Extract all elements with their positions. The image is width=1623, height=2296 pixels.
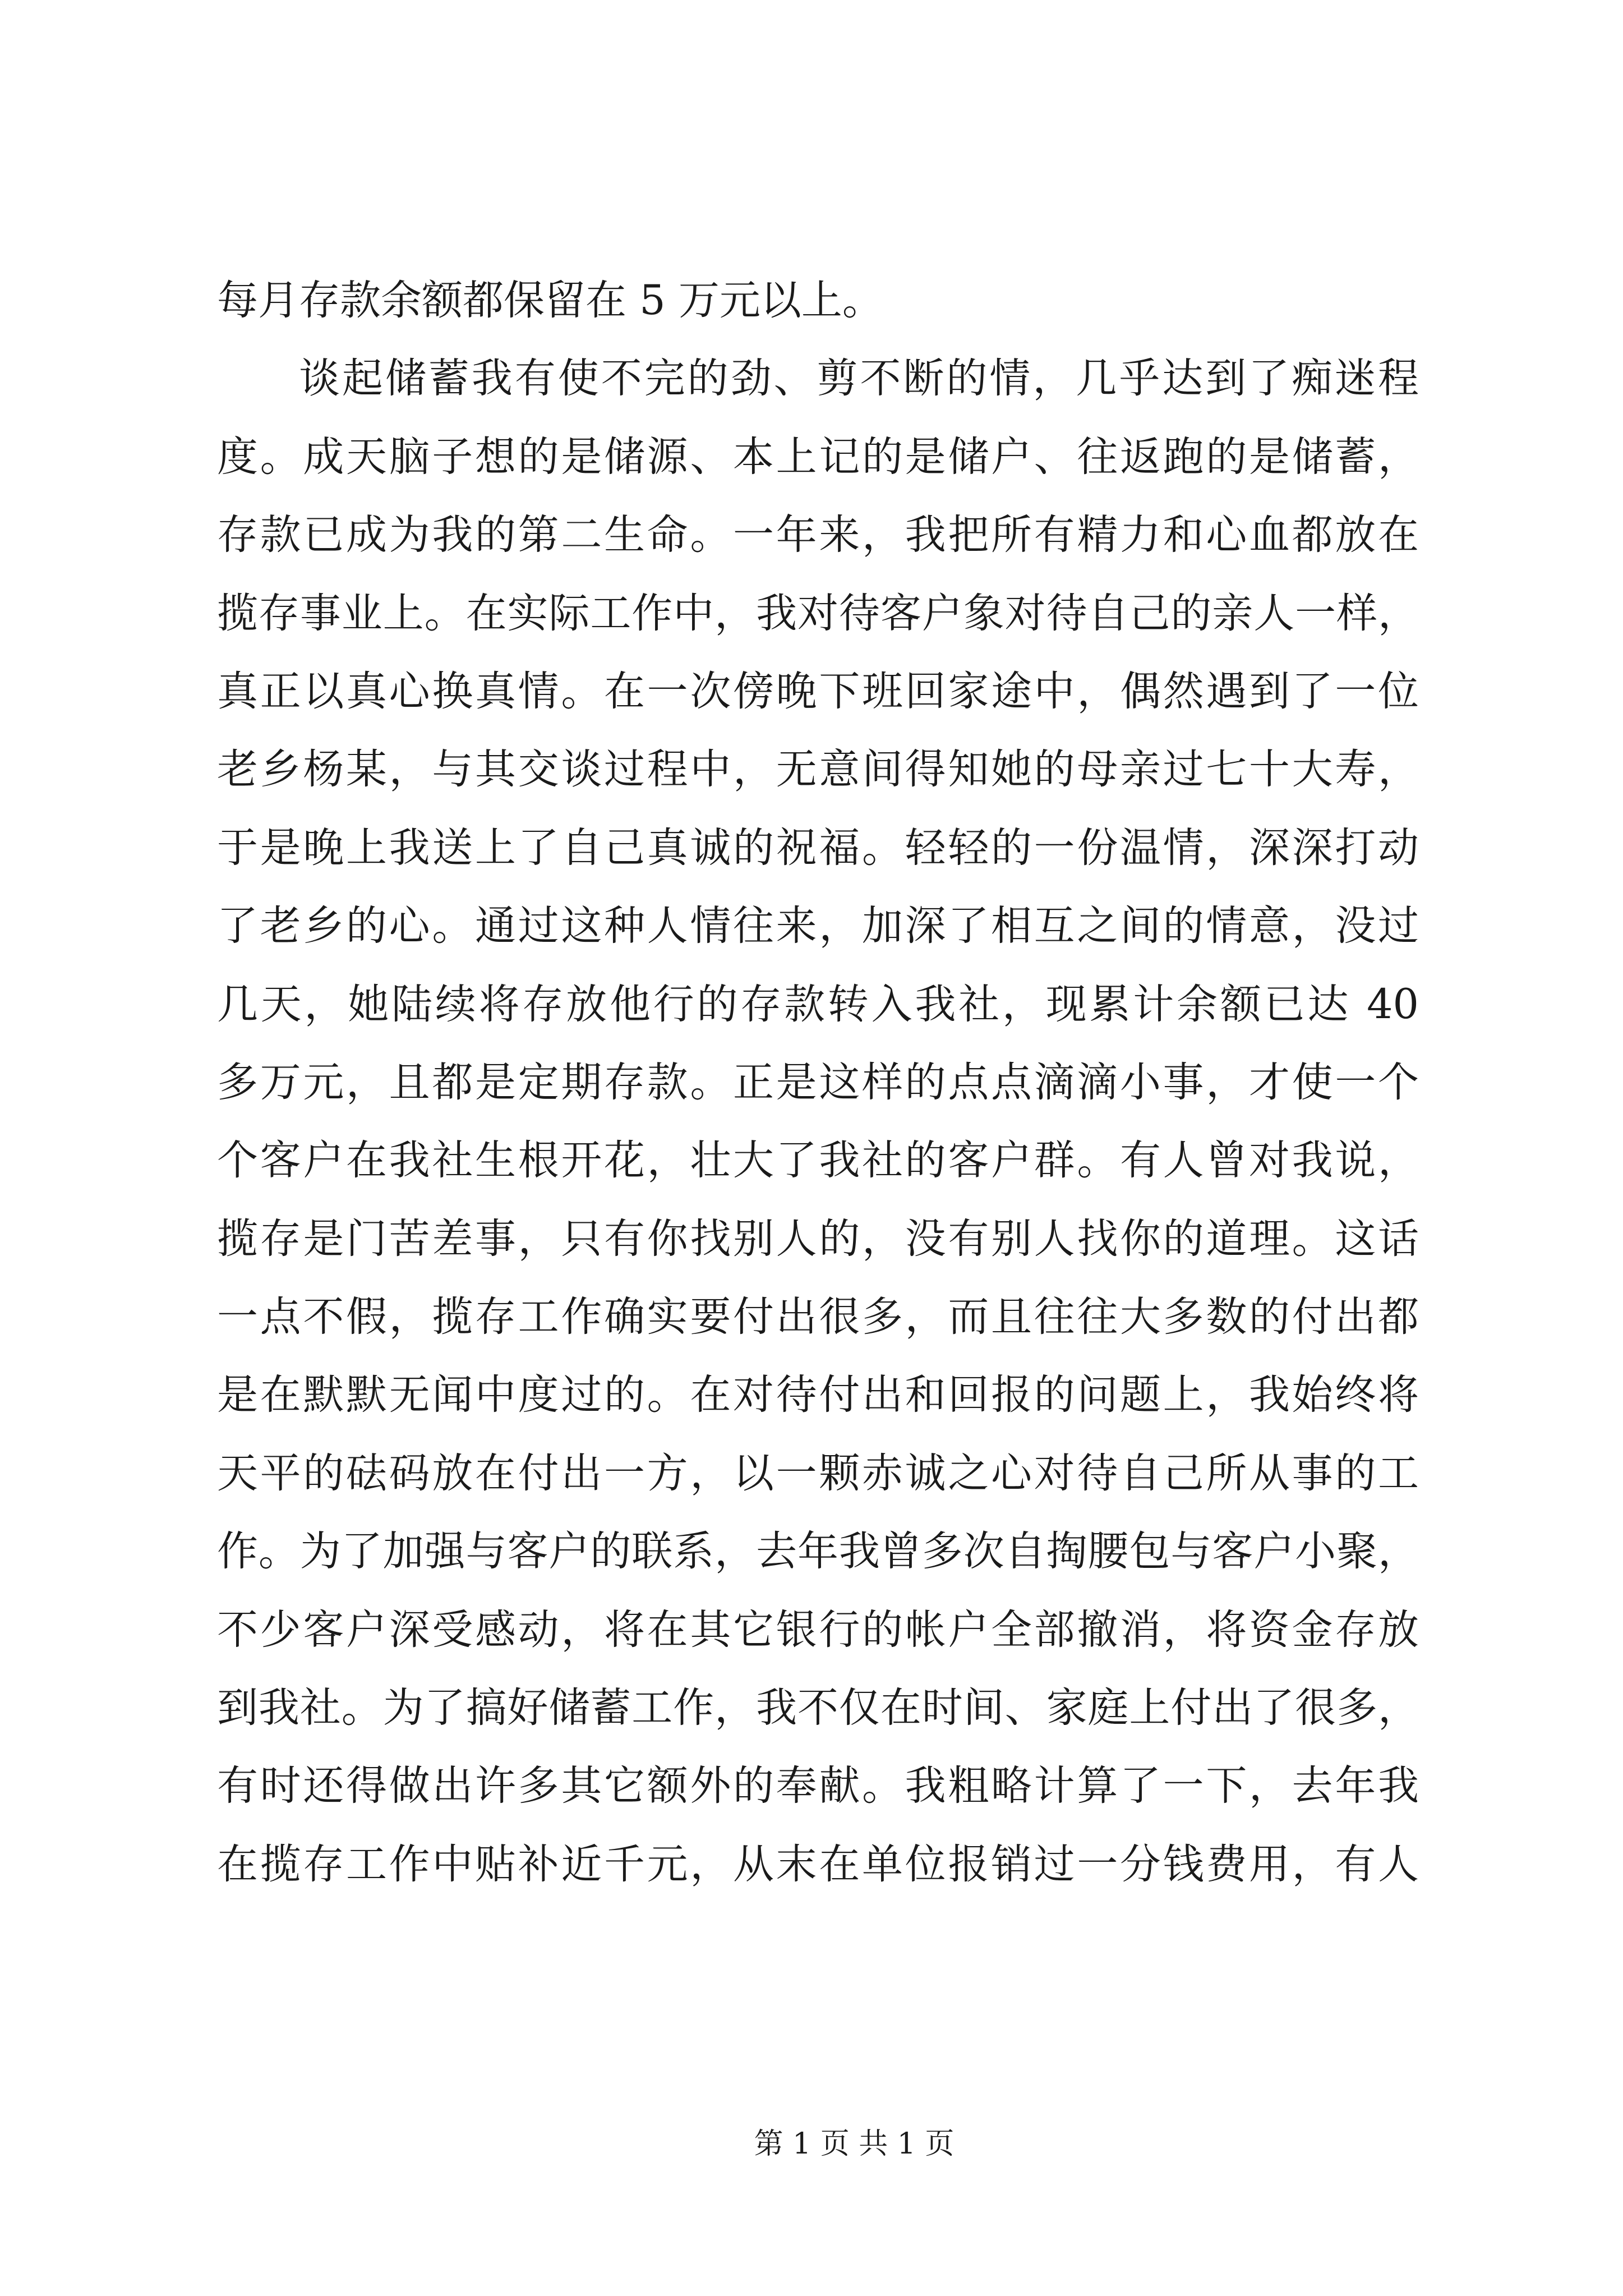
text-line: 老乡杨某，与其交谈过程中，无意间得知她的母亲过七十大寿， — [217, 746, 1419, 794]
text-line: 揽存是门苦差事，只有你找别人的，没有别人找你的道理。这话 — [217, 1214, 1419, 1263]
text-line: 到我社。为了搞好储蓄工作，我不仅在时间、家庭上付出了很多， — [217, 1684, 1419, 1732]
page-footer: 第 1 页 共 1 页 — [754, 2127, 955, 2161]
text-line: 作。为了加强与客户的联系，去年我曾多次自掏腰包与客户小聚， — [217, 1527, 1419, 1576]
text-line: 个客户在我社生根开花，壮大了我社的客户群。有人曾对我说， — [217, 1137, 1419, 1185]
text-line: 是在默默无闻中度过的。在对待付出和回报的问题上，我始终将 — [217, 1371, 1419, 1419]
paragraph — [217, 339, 1419, 1903]
text-line: 几天，她陆续将存放他行的存款转入我社，现累计余额已达 40 — [217, 980, 1419, 1028]
text-line: 天平的砝码放在付出一方，以一颗赤诚之心对待自己所从事的工 — [217, 1449, 1419, 1497]
text-line: 不少客户深受感动，将在其它银行的帐户全部撤消，将资金存放 — [217, 1605, 1419, 1654]
paragraph — [217, 261, 1419, 339]
text-line: 度。成天脑子想的是储源、本上记的是储户、往返跑的是储蓄， — [217, 432, 1419, 481]
text-line: 谈起储蓄我有使不完的劲、剪不断的情，几乎达到了痴迷程 — [299, 355, 1419, 403]
text-line: 每月存款余额都保留在 5 万元以上。 — [217, 277, 883, 324]
text-line: 揽存事业上。在实际工作中，我对待客户象对待自己的亲人一样， — [217, 589, 1419, 637]
text-line: 在揽存工作中贴补近千元，从末在单位报销过一分钱费用，有人 — [217, 1840, 1419, 1888]
text-line: 真正以真心换真情。在一次傍晚下班回家途中，偶然遇到了一位 — [217, 667, 1419, 715]
text-line: 多万元，且都是定期存款。正是这样的点点滴滴小事，才使一个 — [217, 1058, 1419, 1106]
text-line: 有时还得做出许多其它额外的奉献。我粗略计算了一下，去年我 — [217, 1762, 1419, 1810]
text-line: 了老乡的心。通过这种人情往来，加深了相互之间的情意，没过 — [217, 902, 1419, 950]
text-line: 存款已成为我的第二生命。一年来，我把所有精力和心血都放在 — [217, 511, 1419, 559]
body-text — [217, 261, 1419, 1903]
text-line: 一点不假，揽存工作确实要付出很多，而且往往大多数的付出都 — [217, 1293, 1419, 1341]
text-line: 于是晚上我送上了自己真诚的祝福。轻轻的一份温情，深深打动 — [217, 823, 1419, 872]
